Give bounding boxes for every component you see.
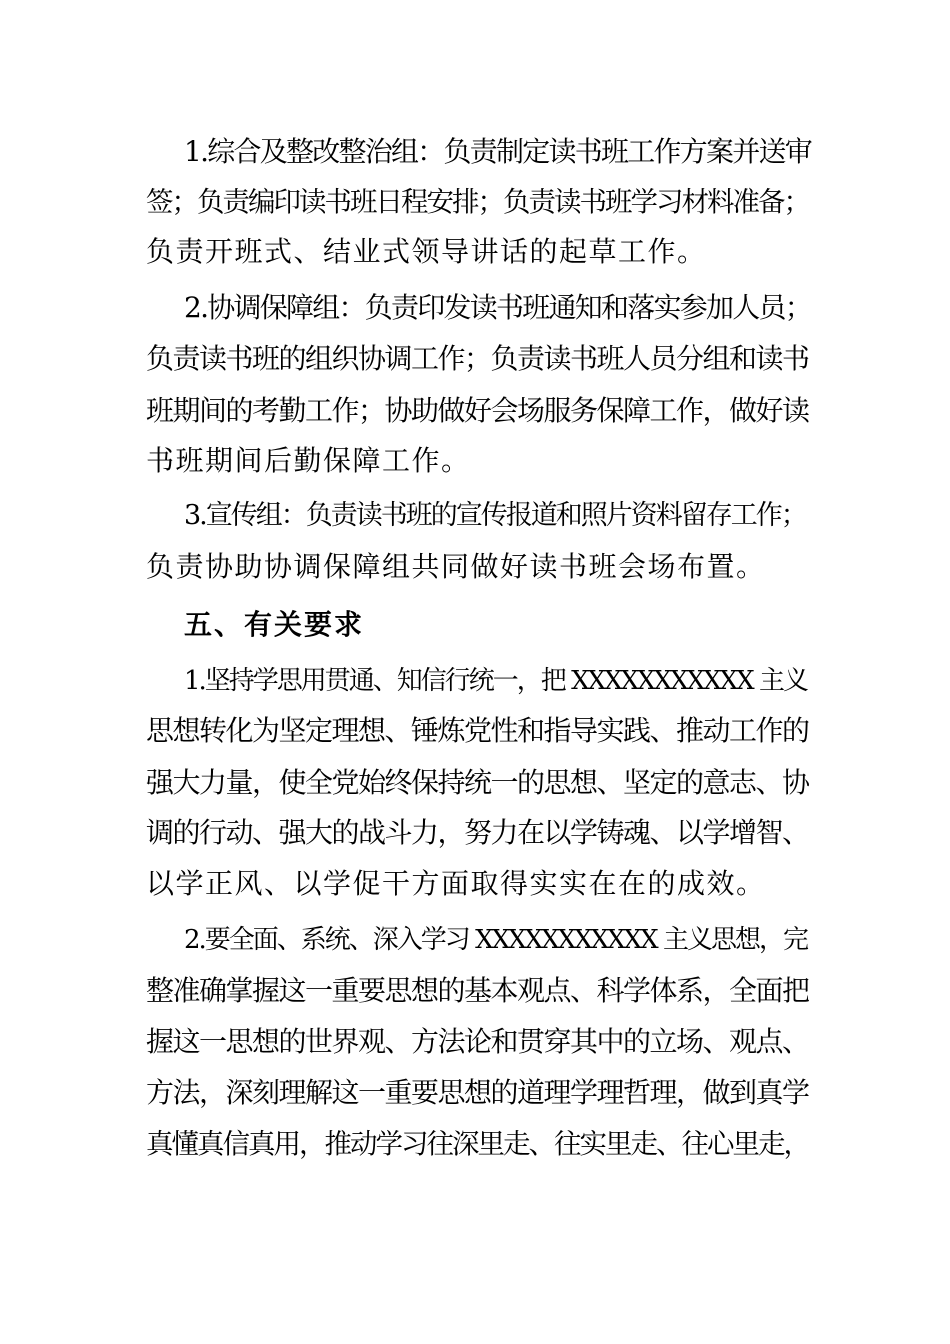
paragraph-line: 负责开班式、结业式领导讲话的起草工作。 bbox=[146, 235, 707, 268]
section-heading: 五、有关要求 bbox=[184, 608, 365, 641]
paragraph-line: 整准确掌握这一重要思想的基本观点、科学体系，全面把 bbox=[146, 974, 809, 1007]
paragraph-line: 2.要全面、系统、深入学习 XXXXXXXXXXX 主义思想，完 bbox=[184, 925, 807, 955]
paragraph-line: 班期间的考勤工作；协助做好会场服务保障工作，做好读 bbox=[146, 394, 809, 427]
paragraph-line: 握这一思想的世界观、方法论和贯穿其中的立场、观点、 bbox=[146, 1025, 809, 1058]
paragraph-line: 以学正风、以学促干方面取得实实在在的成效。 bbox=[146, 867, 766, 900]
paragraph-line: 签；负责编印读书班日程安排；负责读书班学习材料准备； bbox=[146, 186, 809, 218]
paragraph-line: 强大力量，使全党始终保持统一的思想、坚定的意志、协 bbox=[146, 766, 809, 799]
paragraph-line: 调的行动、强大的战斗力，努力在以学铸魂、以学增智、 bbox=[146, 816, 809, 849]
paragraph-line: 3.宣传组：负责读书班的宣传报道和照片资料留存工作； bbox=[184, 500, 806, 531]
paragraph-line: 书班期间后勤保障工作。 bbox=[146, 444, 471, 477]
paragraph-line: 1.综合及整改整治组：负责制定读书班工作方案并送审 bbox=[184, 135, 811, 168]
paragraph-line: 1.坚持学思用贯通、知信行统一，把 XXXXXXXXXXX 主义 bbox=[184, 666, 807, 696]
paragraph-line: 真懂真信真用，推动学习往深里走、往实里走、往心里走， bbox=[146, 1128, 809, 1160]
paragraph-line: 思想转化为坚定理想、锤炼党性和指导实践、推动工作的 bbox=[146, 714, 809, 747]
paragraph-line: 2.协调保障组：负责印发读书班通知和落实参加人员； bbox=[184, 291, 811, 324]
paragraph-line: 负责协助协调保障组共同做好读书班会场布置。 bbox=[146, 550, 766, 583]
paragraph-line: 负责读书班的组织协调工作；负责读书班人员分组和读书 bbox=[146, 342, 809, 375]
paragraph-line: 方法，深刻理解这一重要思想的道理学理哲理，做到真学 bbox=[146, 1076, 809, 1109]
